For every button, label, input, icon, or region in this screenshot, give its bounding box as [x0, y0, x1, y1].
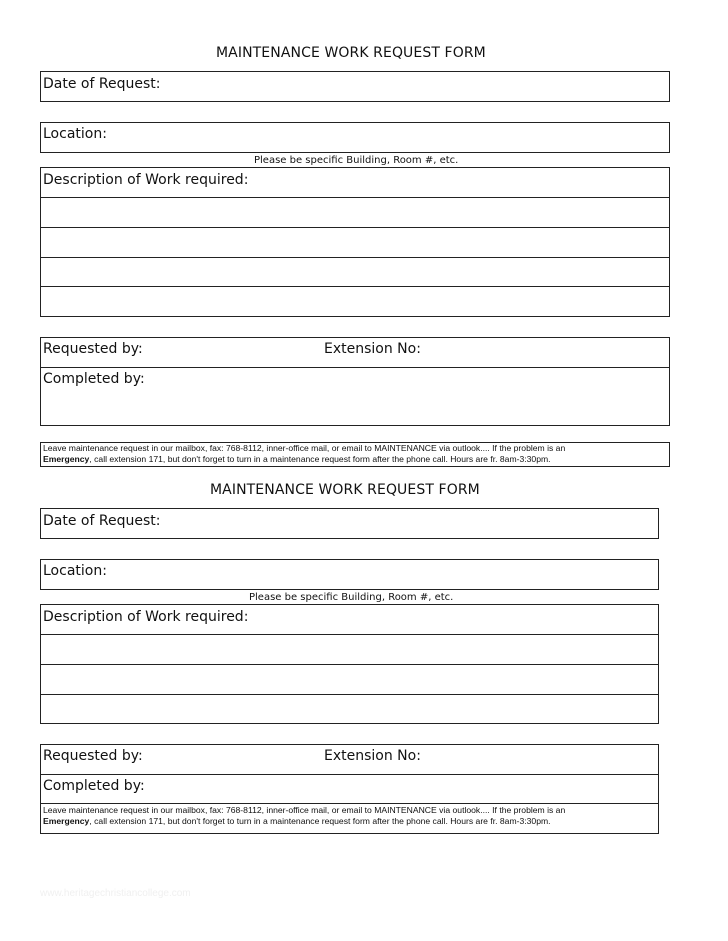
- description-row-line: [41, 227, 669, 228]
- requested-by-label: Requested by:: [43, 748, 143, 764]
- notice-text: , call extension 171, but don't forget to turn in a maintenance request form after the phone call. Hours are fr. 8am-3:30pm.: [89, 816, 551, 826]
- date-of-request-field[interactable]: [40, 508, 659, 539]
- location-label: Location:: [43, 563, 107, 579]
- instructions-notice: [40, 803, 659, 834]
- requested-row-divider: [41, 367, 669, 368]
- description-field[interactable]: [40, 604, 659, 724]
- requested-completed-block: [40, 744, 659, 804]
- notice-line: Leave maintenance request in our mailbox, fax: 768-8112, inner-office mail, or email to MAINTENANCE via outlook.... If the problem is an: [43, 443, 566, 453]
- instructions-notice: [40, 442, 670, 467]
- emergency-emphasis: Emergency: [43, 454, 90, 464]
- location-hint: Please be specific Building, Room #, etc.: [249, 592, 454, 603]
- date-of-request-label: Date of Request:: [43, 76, 161, 92]
- completed-by-label: Completed by:: [43, 778, 145, 794]
- description-field[interactable]: [40, 167, 670, 317]
- date-of-request-field[interactable]: [40, 71, 670, 102]
- location-hint: Please be specific Building, Room #, etc.: [254, 155, 459, 166]
- description-row-line: [41, 694, 658, 695]
- emergency-emphasis: Emergency: [43, 816, 90, 826]
- notice-text: , call extension 171, but don't forget to turn in a maintenance request form after the phone call. Hours are fr. 8am-3:30pm.: [89, 454, 551, 464]
- completed-by-label: Completed by:: [43, 371, 145, 387]
- description-label: Description of Work required:: [43, 609, 249, 625]
- date-of-request-label: Date of Request:: [43, 513, 161, 529]
- description-row-line: [41, 664, 658, 665]
- description-row-line: [41, 286, 669, 287]
- description-row-line: [41, 257, 669, 258]
- notice-line: Leave maintenance request in our mailbox, fax: 768-8112, inner-office mail, or email to MAINTENANCE via outlook.... If the problem is an: [43, 805, 566, 815]
- watermark-text: www.heritagechristiancollege.com: [40, 888, 191, 899]
- form-title: MAINTENANCE WORK REQUEST FORM: [210, 482, 480, 498]
- notice-line: [43, 454, 669, 465]
- location-label: Location:: [43, 126, 107, 142]
- notice-line: [43, 816, 658, 827]
- extension-no-label: Extension No:: [324, 748, 421, 764]
- requested-completed-block: [40, 337, 670, 426]
- requested-by-label: Requested by:: [43, 341, 143, 357]
- location-field[interactable]: [40, 559, 659, 590]
- form-title: MAINTENANCE WORK REQUEST FORM: [216, 45, 486, 61]
- description-label: Description of Work required:: [43, 172, 249, 188]
- requested-row-divider: [41, 774, 658, 775]
- description-row-line: [41, 197, 669, 198]
- location-field[interactable]: [40, 122, 670, 153]
- description-row-line: [41, 634, 658, 635]
- extension-no-label: Extension No:: [324, 341, 421, 357]
